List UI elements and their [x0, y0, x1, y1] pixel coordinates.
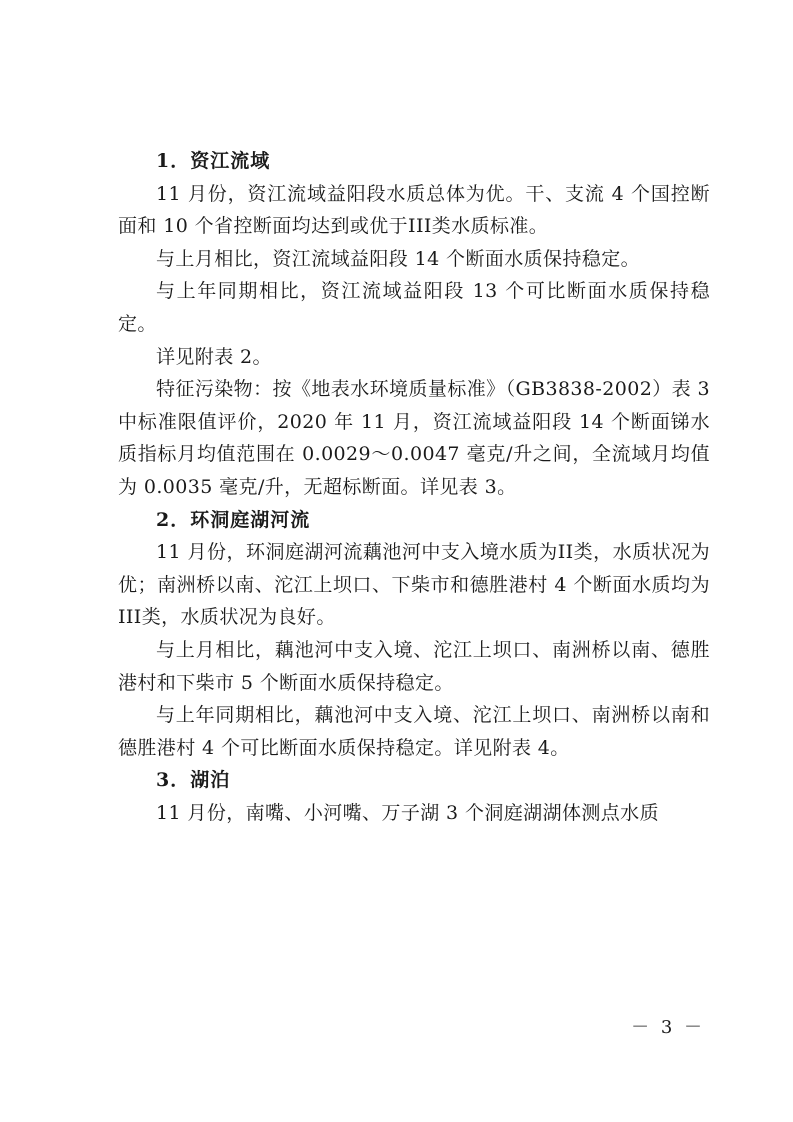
document-body [118, 145, 710, 829]
paragraph: 11 月份，南嘴、小河嘴、万子湖 3 个洞庭湖湖体测点水质 [156, 801, 659, 824]
paragraph: 与上年同期相比，资江流域益阳段 13 个可比断面水质保持稳定。 [118, 280, 710, 335]
section-heading-zijiang: 1．资江流域 [156, 150, 271, 172]
paragraph: 详见附表 2。 [156, 345, 272, 368]
paragraph: 11 月份，资江流域益阳段水质总体为优。干、支流 4 个国控断面和 10 个省控断面均达到或优于III类水质标准。 [118, 182, 710, 238]
paragraph: 与上月相比，藕池河中支入境、沱江上坝口、南洲桥以南、德胜港村和下柴市 5 个断面水质保持稳定。 [118, 638, 710, 694]
section-heading-lakes: 3．湖泊 [156, 769, 231, 792]
page-number: － 3 － [631, 1017, 705, 1038]
paragraph: 与上月相比，资江流域益阳段 14 个断面水质保持稳定。 [156, 247, 641, 270]
paragraph: 与上年同期相比，藕池河中支入境、沱江上坝口、南洲桥以南和德胜港村 4 个可比断面水质保持稳定。详见附表 4。 [118, 704, 710, 759]
paragraph: 特征污染物：按《地表水环境质量标准》（GB3838-2002）表 3 中标准限值评价，2020 年 11 月，资江流域益阳段 14 个断面锑水质指标月均值范围在 0.0029～0.0047 毫克/升之间，全流域月均值为 0.0035 毫克/升，无超标断面。详见表 3。 [118, 378, 710, 498]
paragraph: 11 月份，环洞庭湖河流藕池河中支入境水质为II类，水质状况为优；南洲桥以南、沱江上坝口、下柴市和德胜港村 4 个断面水质均为III类，水质状况为良好。 [118, 541, 710, 629]
section-heading-dongting-rivers: 2．环洞庭湖河流 [156, 508, 311, 531]
